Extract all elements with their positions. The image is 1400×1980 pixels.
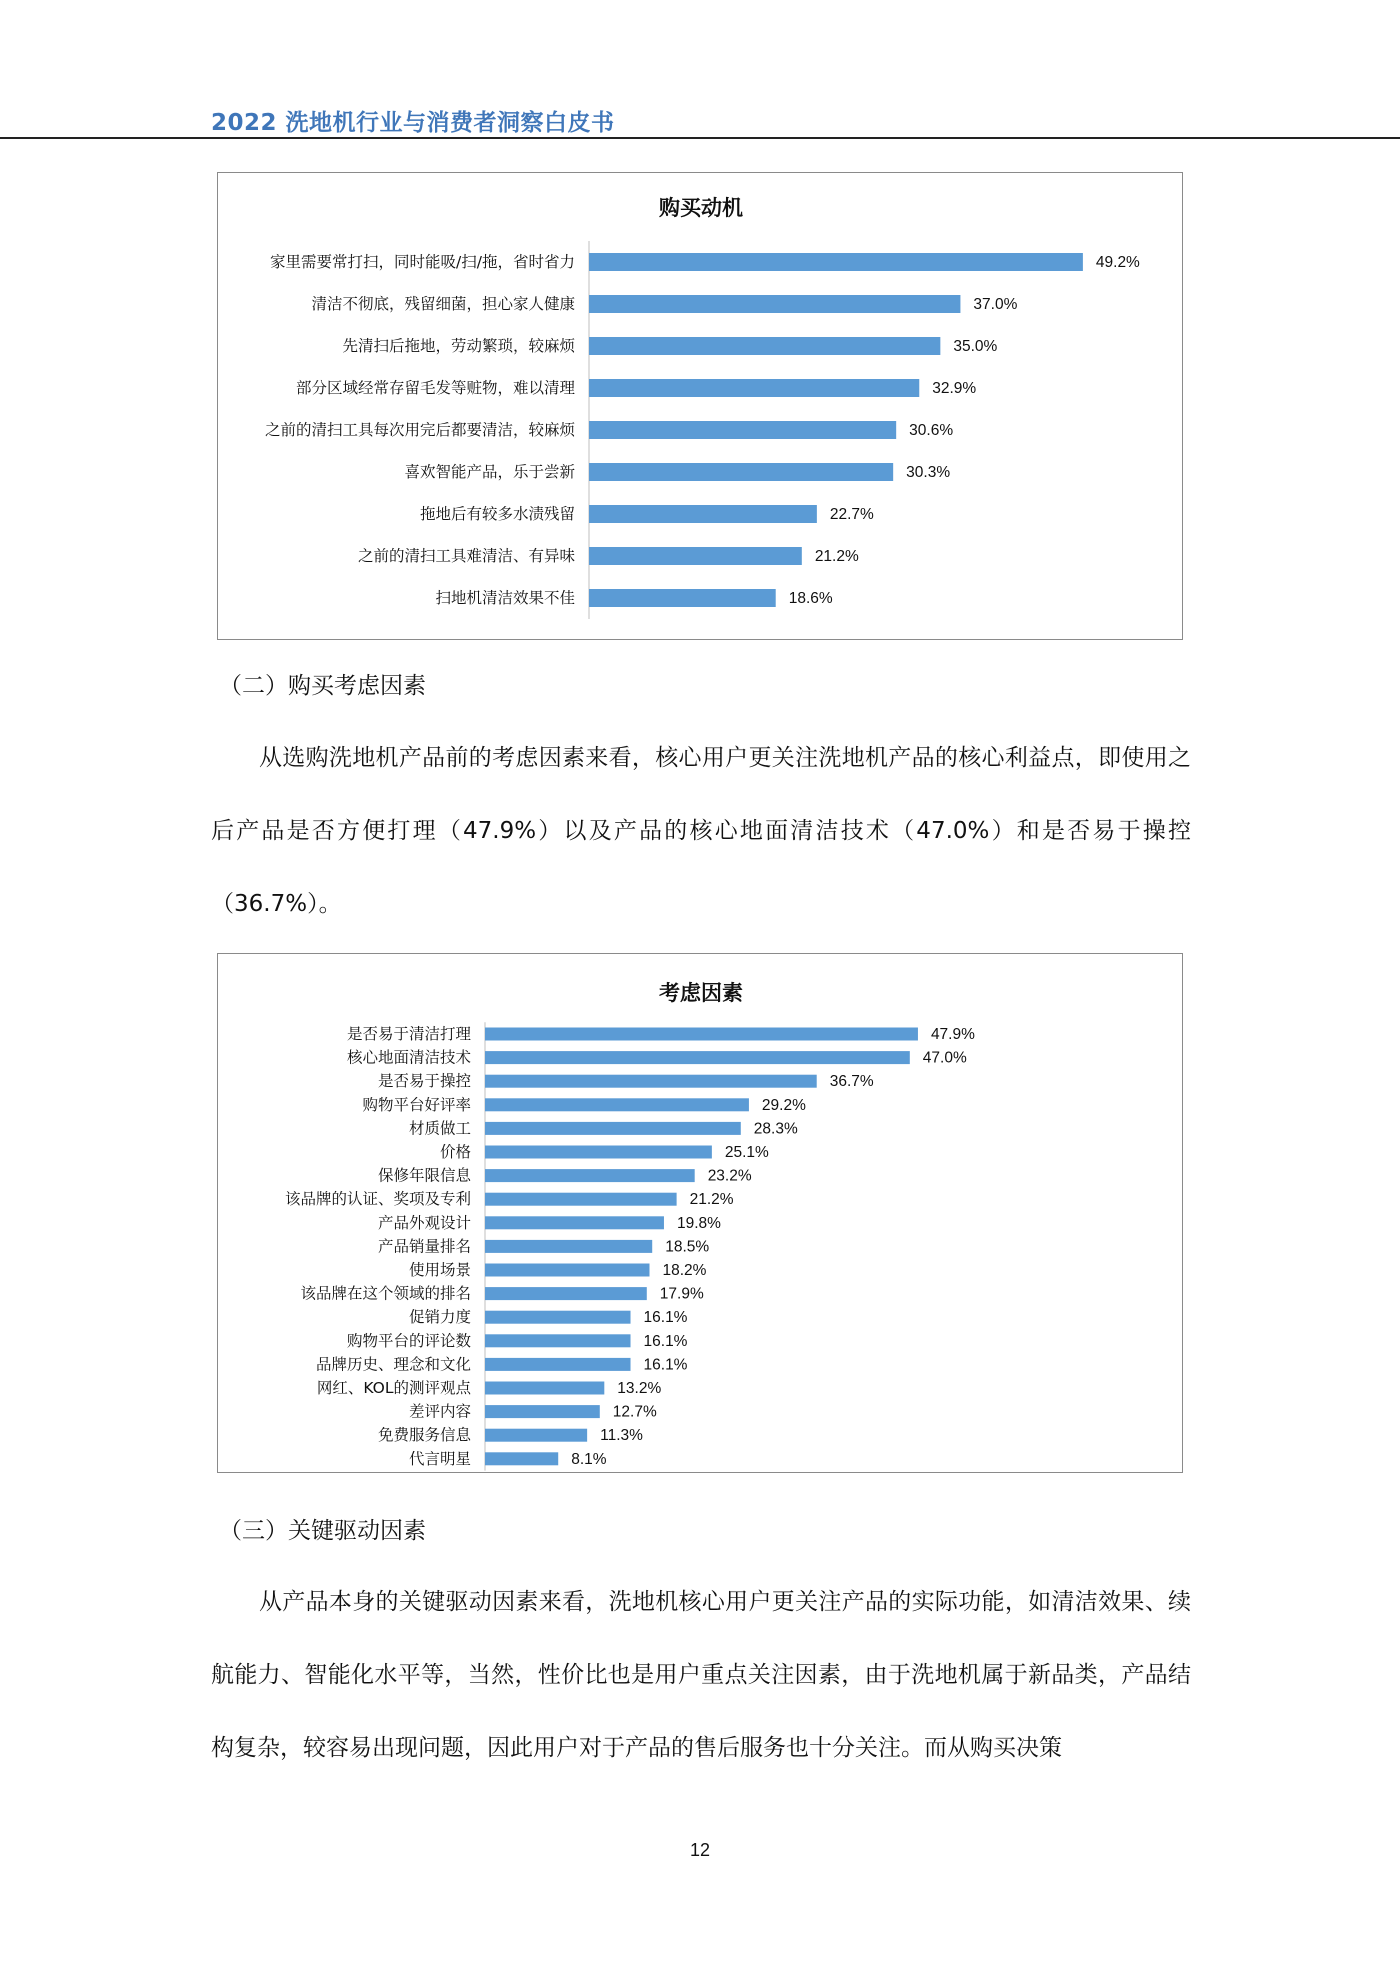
chart2-bar <box>485 1311 631 1324</box>
chart2-bar <box>485 1334 631 1347</box>
chart2-bar <box>485 1122 741 1135</box>
chart2-value-label: 36.7% <box>829 1073 874 1091</box>
chart2-category-label: 购物平台的评论数 <box>346 1331 471 1350</box>
chart2-bar <box>485 1051 910 1064</box>
chart2-category-label: 品牌历史、理念和文化 <box>315 1355 471 1374</box>
section-heading-purchase-factors: （二）购买考虑因素 <box>219 673 426 699</box>
chart2-title: 考虑因素 <box>659 981 743 1005</box>
chart1-value-label: 49.2% <box>1095 254 1140 271</box>
chart2-value-label: 47.9% <box>930 1026 975 1043</box>
chart2-category-label: 购物平台好评率 <box>362 1095 471 1114</box>
chart2-category-label: 保修年限信息 <box>377 1166 471 1185</box>
chart2-value-label: 18.5% <box>665 1238 710 1256</box>
chart1-category-label: 先清扫后拖地，劳动繁琐，较麻烦 <box>342 337 575 355</box>
purchase-motivation-chart-svg <box>218 173 1184 641</box>
purchase-motivation-chart <box>217 172 1183 640</box>
chart2-bar <box>485 1075 817 1088</box>
chart2-value-label: 11.3% <box>600 1427 643 1445</box>
chart2-bar <box>485 1216 664 1229</box>
chart2-value-label: 13.2% <box>617 1380 662 1397</box>
chart2-category-label: 产品外观设计 <box>377 1213 471 1232</box>
chart1-category-label: 喜欢智能产品，乐于尝新 <box>404 463 575 481</box>
chart1-bar <box>589 463 893 481</box>
chart2-bar <box>485 1240 652 1253</box>
paragraph-purchase-factors <box>211 722 1191 941</box>
chart1-bar <box>589 337 940 355</box>
chart2-bar <box>485 1287 647 1300</box>
page-number: 12 <box>689 1840 711 1860</box>
chart2-category-label: 使用场景 <box>408 1261 471 1279</box>
chart2-category-label: 核心地面清洁技术 <box>346 1048 471 1067</box>
paragraph-purchase-factors-text: 从选购洗地机产品前的考虑因素来看，核心用户更关注洗地机产品的核心利益点，即使用之后产品是否方便打理（47.9%）以及产品的核心地面清洁技术（47.0%）和是否易于操控（36.7%）。 <box>211 745 1191 917</box>
chart2-value-label: 25.1% <box>724 1144 769 1161</box>
chart1-category-label: 清洁不彻底，残留细菌，担心家人健康 <box>311 295 575 313</box>
chart2-bar <box>485 1028 918 1041</box>
chart2-value-label: 29.2% <box>761 1096 806 1114</box>
chart1-title: 购买动机 <box>659 196 743 220</box>
chart1-value-label: 35.0% <box>953 338 998 355</box>
chart2-category-label: 网红、KOL的测评观点 <box>316 1379 471 1397</box>
chart2-category-label: 价格 <box>439 1143 471 1161</box>
chart1-category-label: 部分区域经常存留毛发等赃物，难以清理 <box>295 379 575 397</box>
chart2-category-label: 该品牌的认证、奖项及专利 <box>284 1190 471 1209</box>
chart2-category-label: 差评内容 <box>408 1402 471 1421</box>
chart1-category-label: 拖地后有较多水渍残留 <box>419 505 575 523</box>
chart1-value-label: 22.7% <box>829 506 874 523</box>
chart2-value-label: 47.0% <box>922 1049 967 1067</box>
paragraph-key-drivers-text: 从产品本身的关键驱动因素来看，洗地机核心用户更关注产品的实际功能，如清洁效果、续航能力、智能化水平等，当然，性价比也是用户重点关注因素，由于洗地机属于新品类，产品结构复杂，较容易出现问题，因此用户对于产品的售后服务也十分关注。而从购买决策 <box>211 1589 1191 1761</box>
chart2-value-label: 8.1% <box>571 1450 607 1468</box>
chart2-category-label: 代言明星 <box>408 1449 471 1468</box>
chart1-bar <box>589 253 1083 271</box>
chart1-bar <box>589 421 896 439</box>
section-heading-key-drivers: （三）关键驱动因素 <box>219 1518 426 1544</box>
chart2-category-label: 该品牌在这个领域的排名 <box>300 1284 471 1303</box>
chart2-bar <box>485 1146 712 1159</box>
chart2-category-label: 促销力度 <box>408 1308 471 1327</box>
chart1-value-label: 32.9% <box>932 380 977 397</box>
chart2-value-label: 16.1% <box>643 1332 688 1350</box>
chart1-category-label: 之前的清扫工具难清洁、有异味 <box>357 547 575 565</box>
chart2-bar <box>485 1193 677 1206</box>
chart1-value-label: 21.2% <box>814 548 859 565</box>
chart2-value-label: 16.1% <box>643 1356 688 1374</box>
chart2-value-label: 21.2% <box>689 1191 734 1209</box>
chart2-bar <box>485 1169 695 1182</box>
consideration-factors-chart-svg <box>218 954 1184 1474</box>
chart2-category-label: 材质做工 <box>408 1119 471 1138</box>
chart2-value-label: 23.2% <box>707 1167 752 1185</box>
chart1-bar <box>589 505 817 523</box>
chart2-bar <box>485 1098 749 1111</box>
chart2-value-label: 28.3% <box>753 1120 798 1138</box>
chart1-bar <box>589 295 960 313</box>
chart1-category-label: 家里需要常打扫，同时能吸/扫/拖，省时省力 <box>270 253 575 271</box>
chart2-category-label: 是否易于清洁打理 <box>346 1025 471 1043</box>
chart2-value-label: 12.7% <box>612 1403 657 1421</box>
chart2-category-label: 是否易于操控 <box>377 1072 471 1091</box>
chart2-bar <box>485 1382 604 1395</box>
chart1-bar <box>589 547 802 565</box>
paragraph-key-drivers <box>211 1566 1191 1785</box>
chart1-category-label: 之前的清扫工具每次用完后都要清洁，较麻烦 <box>264 421 575 439</box>
chart2-bar <box>485 1358 631 1371</box>
chart2-bar <box>485 1405 600 1418</box>
consideration-factors-chart <box>217 953 1183 1473</box>
header-title: 2022 洗地机行业与消费者洞察白皮书 <box>211 110 615 136</box>
chart1-value-label: 30.3% <box>906 464 951 481</box>
chart1-bar <box>589 379 919 397</box>
chart2-bar <box>485 1264 650 1277</box>
chart2-category-label: 免费服务信息 <box>377 1426 471 1445</box>
header-divider <box>0 137 1400 139</box>
chart1-value-label: 30.6% <box>909 422 954 439</box>
chart1-bar <box>589 589 776 607</box>
chart2-value-label: 16.1% <box>643 1309 688 1327</box>
chart2-value-label: 19.8% <box>676 1214 721 1232</box>
chart1-value-label: 37.0% <box>973 296 1018 313</box>
chart2-category-label: 产品销量排名 <box>377 1237 471 1256</box>
chart2-bar <box>485 1429 587 1442</box>
chart1-category-label: 扫地机清洁效果不佳 <box>435 589 575 607</box>
chart2-value-label: 17.9% <box>659 1285 704 1303</box>
chart2-value-label: 18.2% <box>662 1262 707 1279</box>
chart2-bar <box>485 1452 558 1465</box>
chart1-value-label: 18.6% <box>788 590 833 607</box>
